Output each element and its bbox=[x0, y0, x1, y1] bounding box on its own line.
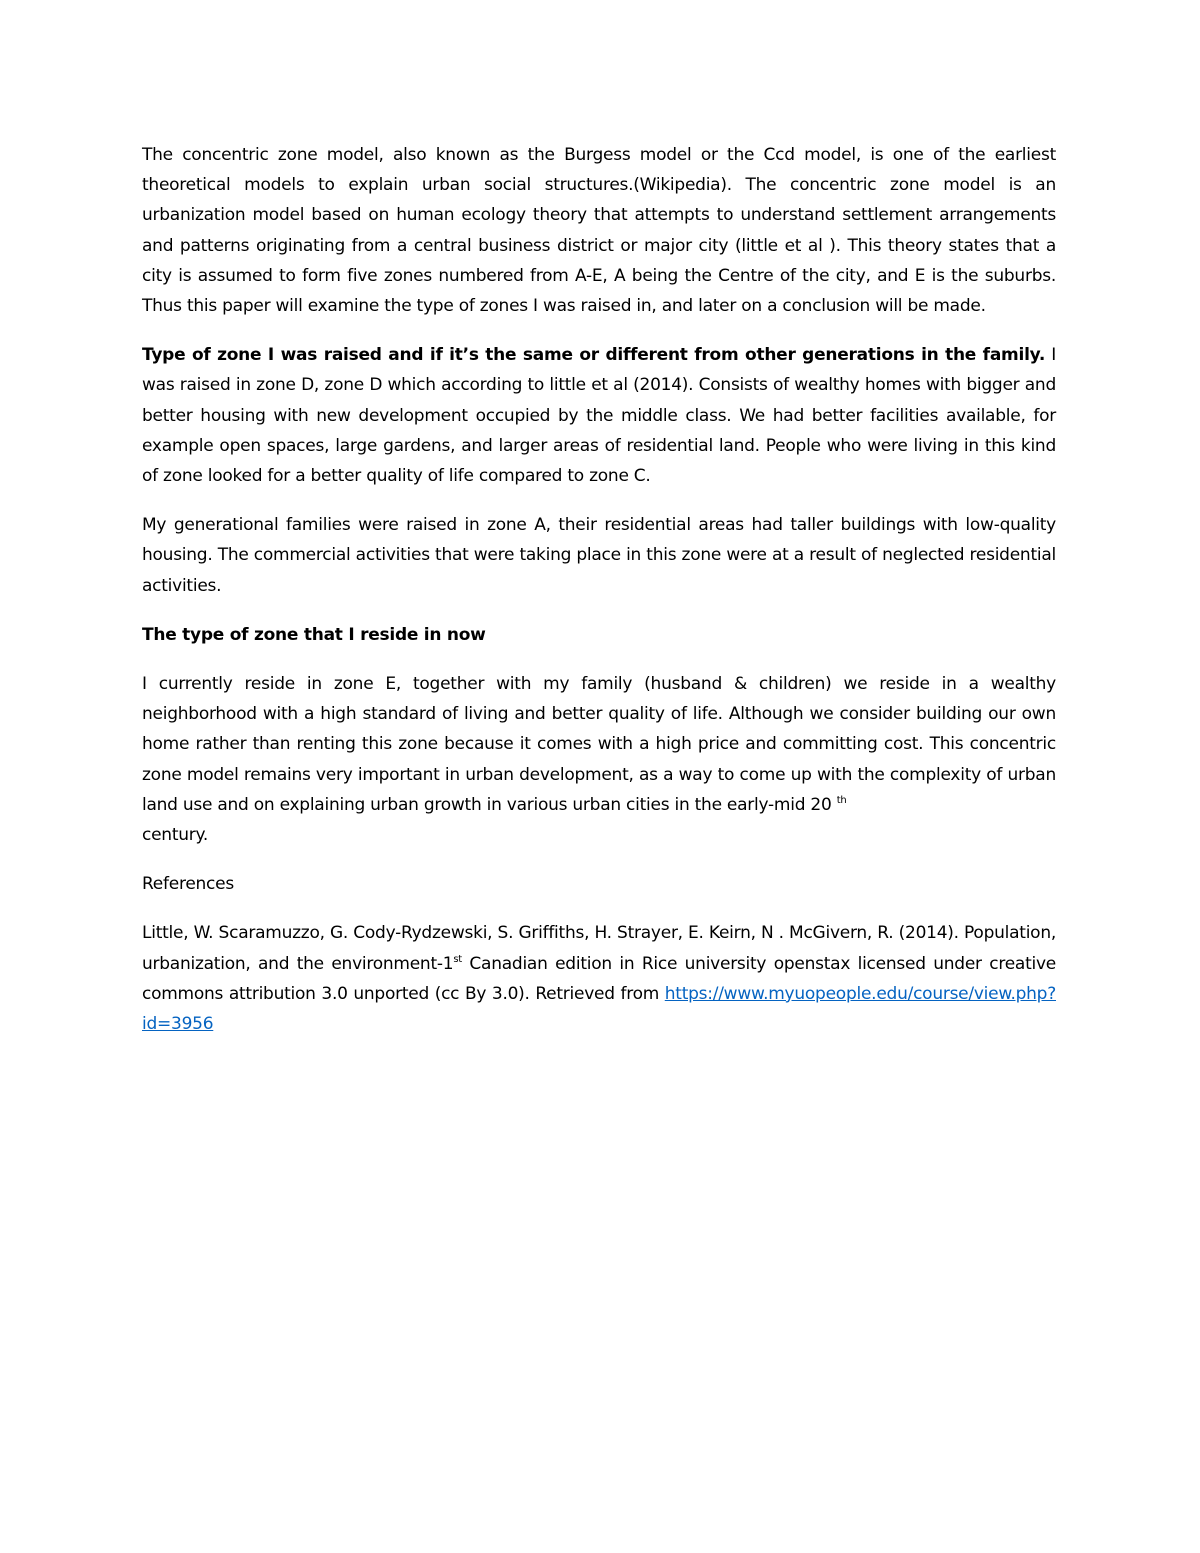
reference-title: Canadian edition in Rice university openstax licensed under creative commons attribution 3.0 unported (cc By 3.0). Retrieved from bbox=[142, 953, 1056, 1004]
superscript-th: th bbox=[836, 794, 847, 806]
references-heading: References bbox=[142, 874, 234, 895]
reference-authors: Little, W. Scaramuzzo, G. Cody-Rydzewski, S. Griffiths, H. Strayer, E. Keirn, N . McGivern, R. (2014). Population, urbanization, and the environment-1 bbox=[142, 923, 1056, 974]
section-raised-zone bbox=[142, 340, 1056, 491]
current-zone-text: I currently reside in zone E, together with my family (husband & children) we reside in a wealthy neighborhood with a high standard of living and better quality of life. Although we consider building our own home rather than renting this zone because it comes with a high price and committing cost. This concentric zone model remains very important in urban development, as a way to come up with the complexity of urban land use and on explaining urban growth in various urban cities in the early-mid 20 bbox=[142, 674, 1056, 815]
section-raised-zone-body: I was raised in zone D, zone D which according to little et al (2014). Consists of wealthy homes with bigger and better housing with new development occupied by the middle class. We had better facilities available, for example open spaces, large gardens, and larger areas of residential land. People who were living in this kind of zone looked for a better quality of life compared to zone C. bbox=[142, 345, 1056, 487]
superscript-st: st bbox=[453, 953, 462, 965]
section-current-zone-body bbox=[142, 669, 1056, 850]
intro-paragraph: The concentric zone model, also known as the Burgess model or the Ccd model, is one of the earliest theoretical models to explain urban social structures.(Wikipedia). The concentric zone model is an urbanization model based on human ecology theory that attempts to understand settlement arrangements and patterns originating from a central business district or major city (little et al ). This theory states that a city is assumed to form five zones numbered from A-E, A being the Centre of the city, and E is the suburbs. Thus this paper will examine the type of zones I was raised in, and later on a conclusion will be made. bbox=[142, 145, 1056, 317]
document-body bbox=[142, 140, 1056, 1058]
current-zone-text-end: century. bbox=[142, 825, 209, 846]
reference-entry bbox=[142, 918, 1056, 1039]
generational-paragraph: My generational families were raised in zone A, their residential areas had taller buildings with low-quality housing. The commercial activities that were taking place in this zone were at a result of neglected residential activities. bbox=[142, 515, 1056, 596]
reference-link[interactable]: https://www.myuopeople.edu/course/view.php?id=3956 bbox=[142, 983, 1056, 1035]
section-current-zone-heading: The type of zone that I reside in now bbox=[142, 624, 486, 645]
section-raised-zone-heading: Type of zone I was raised and if it’s the same or different from other generations in the family. bbox=[142, 345, 1046, 366]
